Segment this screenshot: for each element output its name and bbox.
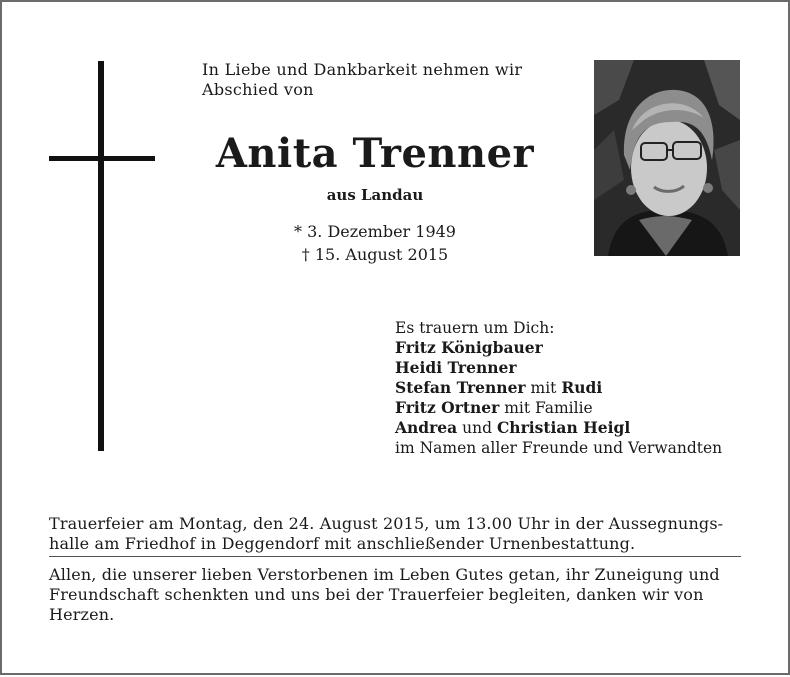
mourner-connector: und bbox=[457, 419, 497, 437]
service-line: Trauerfeier am Montag, den 24. August 2015, um 13.00 Uhr in der Aussegnungs- bbox=[49, 514, 724, 533]
service-line: halle am Friedhof in Deggendorf mit anschließender Urnenbestattung. bbox=[49, 534, 636, 553]
mourner-name: Fritz Ortner bbox=[395, 398, 500, 417]
mourner-line bbox=[395, 418, 755, 438]
mourner-line: Heidi Trenner bbox=[395, 358, 517, 377]
mourners-list bbox=[395, 318, 755, 458]
life-dates bbox=[180, 220, 570, 266]
service-info bbox=[49, 514, 741, 554]
mourner-connector: mit bbox=[525, 379, 562, 397]
mourner-name: Stefan Trenner bbox=[395, 378, 526, 397]
mourner-name: Rudi bbox=[561, 378, 603, 397]
death-date: † 15. August 2015 bbox=[301, 245, 449, 264]
deceased-origin: aus Landau bbox=[326, 186, 424, 204]
mourners-heading: Es trauern um Dich: bbox=[395, 319, 555, 337]
cross-horizontal-bar bbox=[49, 156, 155, 161]
thanks-line: Freundschaft schenkten und uns bei der Trauerfeier begleiten, danken wir von bbox=[49, 585, 704, 604]
mourner-line bbox=[395, 378, 755, 398]
cross-vertical-bar bbox=[98, 61, 104, 451]
intro-text bbox=[202, 60, 562, 100]
thanks-line: Allen, die unserer lieben Verstorbenen im Leben Gutes getan, ihr Zuneigung und bbox=[49, 565, 720, 584]
mourner-line bbox=[395, 398, 755, 418]
birth-date: * 3. Dezember 1949 bbox=[294, 222, 456, 241]
mourner-line: im Namen aller Freunde und Verwandten bbox=[395, 439, 723, 457]
thanks-text bbox=[49, 565, 741, 625]
portrait-photo bbox=[594, 60, 740, 256]
mourner-connector: mit Familie bbox=[499, 399, 593, 417]
mourner-name: Andrea bbox=[395, 418, 458, 437]
intro-line: In Liebe und Dankbarkeit nehmen wir bbox=[202, 60, 523, 79]
deceased-name: Anita Trenner bbox=[215, 130, 535, 177]
mourner-name: Christian Heigl bbox=[496, 418, 631, 437]
intro-line: Abschied von bbox=[202, 80, 314, 99]
portrait-image bbox=[594, 60, 740, 256]
thanks-line: Herzen. bbox=[49, 605, 115, 624]
mourner-line: Fritz Königbauer bbox=[395, 338, 543, 357]
divider-line bbox=[49, 556, 741, 557]
